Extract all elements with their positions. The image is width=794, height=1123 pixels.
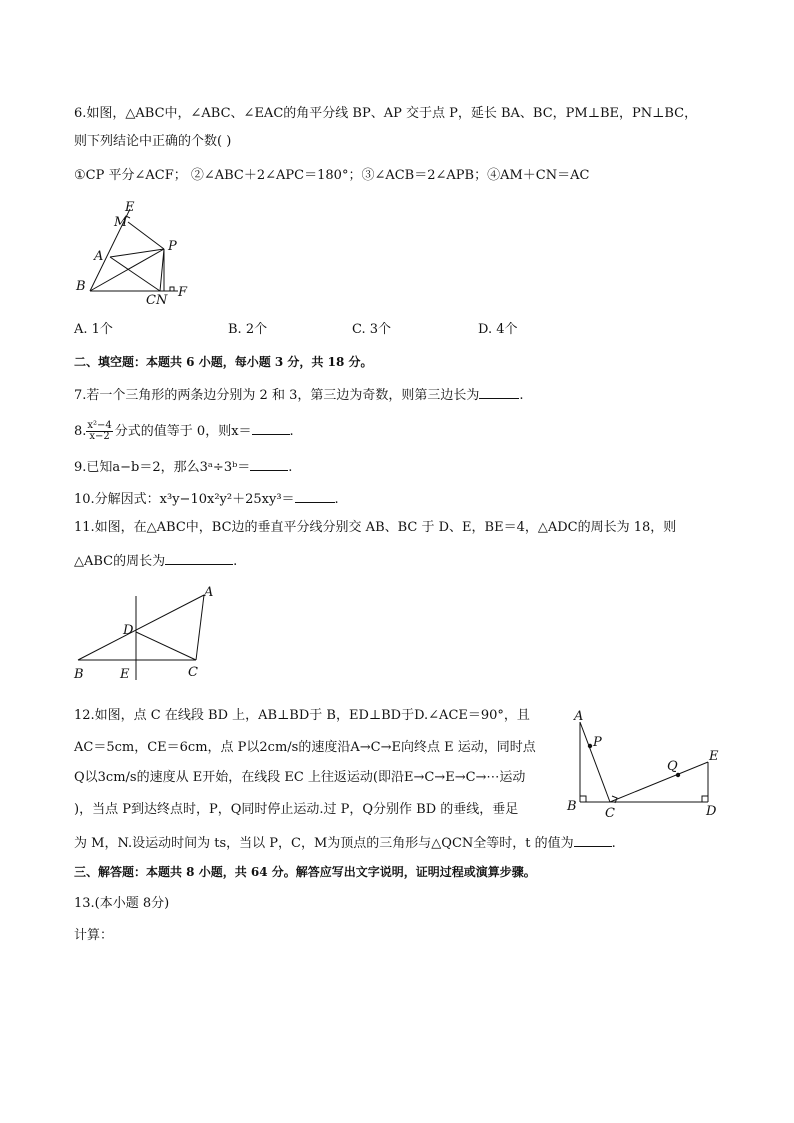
q11-label-a: A xyxy=(204,585,214,600)
q6-label-m: M xyxy=(114,215,128,230)
q6-figure xyxy=(72,198,202,308)
q8-prefix: 8. xyxy=(74,424,87,439)
q11-line2 xyxy=(74,550,237,572)
q6-line1: 6.如图，△ABC中，∠ABC、∠EAC的角平分线 BP、AP 交于点 P，延长 BA、BC，PM⊥BE，PN⊥BC， xyxy=(74,106,698,121)
q11-label-e: E xyxy=(120,667,130,682)
q11-line2-text: △ABC的周长为 xyxy=(74,554,166,569)
q6-option-b: B. 2个 xyxy=(228,322,268,337)
q12-label-p: P xyxy=(593,735,602,750)
q10-period: . xyxy=(334,492,339,507)
q7-text: 7.若一个三角形的两条边分别为 2 和 3，第三边为奇数，则第三边长为 xyxy=(74,388,480,403)
q11-figure xyxy=(70,582,230,684)
q12-answer-blank[interactable] xyxy=(574,832,612,847)
q12-label-q: Q xyxy=(667,759,678,774)
q11-period: . xyxy=(233,554,238,569)
q10-text: 10.分解因式：x³y−10x²y²＋25xy³＝ xyxy=(74,492,295,507)
q12-label-d: D xyxy=(706,804,717,819)
q7-answer-blank[interactable] xyxy=(479,384,519,399)
q12-line1: 12.如图，点 C 在线段 BD 上，AB⊥BD于 B，ED⊥BD于D.∠ACE＝90°，且 xyxy=(74,708,530,723)
q12-label-a: A xyxy=(574,709,584,724)
q8-numerator: x²−4 xyxy=(87,420,112,431)
q8-answer-blank[interactable] xyxy=(252,420,290,435)
q11-label-b: B xyxy=(74,667,84,682)
section3-heading: 三、解答题：本题共 8 小题，共 64 分。解答应写出文字说明，证明过程或演算步骤。 xyxy=(74,865,536,879)
q12-period: . xyxy=(611,836,616,851)
q11-answer-blank[interactable] xyxy=(165,550,233,565)
q13-title: 13.(本小题 8分) xyxy=(74,896,170,911)
q12-point-p xyxy=(588,744,592,748)
q12-line3: Q以3cm/s的速度从 E开始，在线段 EC 上往返运动(即沿E→C→E→C→⋯运动 xyxy=(74,770,526,785)
q11-line1: 11.如图，在△ABC中，BC边的垂直平分线分别交 AB、BC 于 D、E，BE＝4，△ADC的周长为 18，则 xyxy=(74,520,677,535)
q12-label-b: B xyxy=(567,799,577,814)
q8-suffix: 分式的值等于 0，则x＝ xyxy=(114,424,252,439)
q8-denominator: x−2 xyxy=(89,431,110,442)
q12-line4: )，当点 P到达终点时，P，Q同时停止运动.过 P，Q分别作 BD 的垂线，垂足 xyxy=(74,802,519,817)
q8 xyxy=(74,420,294,442)
q8-fraction xyxy=(86,421,112,442)
q6-label-a: A xyxy=(94,249,104,264)
section2-heading: 二、填空题：本题共 6 小题，每小题 3 分，共 18 分。 xyxy=(74,355,373,369)
q12-label-e: E xyxy=(709,749,719,764)
q12-figure xyxy=(566,704,726,824)
q7-period: . xyxy=(519,388,524,403)
q6-option-c: C. 3个 xyxy=(352,322,392,337)
q12-line2: AC＝5cm，CE＝6cm，点 P以2cm/s的速度沿A→C→E向终点 E 运动，同时点 xyxy=(74,740,536,755)
q9-answer-blank[interactable] xyxy=(250,456,288,471)
q6-line3: ①CP 平分∠ACF； ②∠ABC＋2∠APC＝180°；③∠ACB＝2∠APB；④AM＋CN＝AC xyxy=(74,168,590,183)
q9-period: . xyxy=(288,460,293,475)
q12-label-c: C xyxy=(605,806,615,821)
q10-answer-blank[interactable] xyxy=(295,488,335,503)
q9 xyxy=(74,456,292,478)
q6-label-e: E xyxy=(125,200,135,215)
q11-label-c: C xyxy=(188,665,198,680)
q6-label-f: F xyxy=(178,285,188,300)
q13-body: 计算： xyxy=(74,928,114,943)
q10 xyxy=(74,488,339,510)
q9-text: 9.已知a−b＝2，那么3ᵃ÷3ᵇ＝ xyxy=(74,460,251,475)
q6-option-d: D. 4个 xyxy=(478,322,518,337)
q12-line5-text: 为 M，N.设运动时间为 ts，当以 P，C，M为顶点的三角形与△QCN全等时，t 的值为 xyxy=(74,836,574,851)
q6-label-b: B xyxy=(76,279,86,294)
q6-option-a: A. 1个 xyxy=(74,322,113,337)
q6-label-cn: CN xyxy=(146,293,168,308)
q11-label-d: D xyxy=(123,623,134,638)
q6-line2: 则下列结论中正确的个数( ) xyxy=(74,134,232,149)
q7 xyxy=(74,384,523,406)
q12-line5 xyxy=(74,832,616,854)
q6-label-p: P xyxy=(168,239,177,254)
q8-period: . xyxy=(289,424,294,439)
